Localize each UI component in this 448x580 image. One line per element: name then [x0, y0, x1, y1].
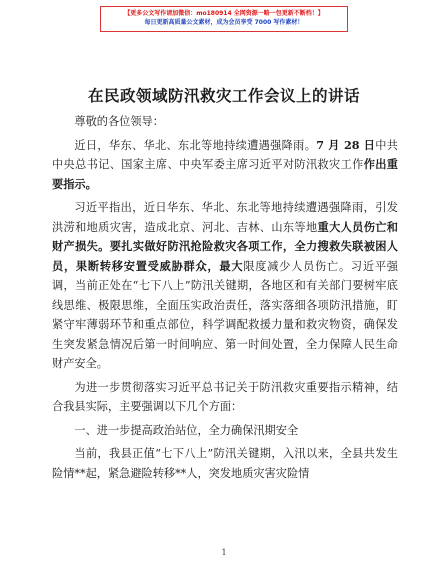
section-heading-1: 一、进一步提高政治站位，全力确保汛期安全	[74, 423, 299, 437]
p2-text-c: 限度减少人员伤亡。习近平强调，当前正处在“七下八上”防汛关键期，各地区和有关部门要树牢底线思维、极限思维，全面压实政治责任，落实落细各项防汛措施，盯紧守牢薄弱环节和重点部位，科学调配救援力量和救灾物资，确保发生突发紧急情况后第一时间响应、第一时间处置，全力保障人民生命财产安全。	[52, 259, 398, 370]
banner-line-1: 【更多公文写作请加微信：mo180914 全网资源一略一包更新不断档！】	[124, 10, 324, 17]
p2-emphasis: 重大人员伤亡和财产损失。要扎实做好防汛抢险救灾各项工作，全力搜救失联被困人员，果断转移安置受威胁群众，最大	[52, 219, 398, 273]
p1-text-c: 中共中央总书记、国家主席、中央军委主席习近平对防汛救灾工作	[52, 138, 398, 171]
promo-banner	[100, 6, 348, 32]
paragraph-4: 当前，我县正值“七下八上”防汛关键期，入汛以来，全县共发生险情**起，紧急避险转移**人，突发地质灾害灾险情	[52, 447, 398, 480]
document-body	[52, 112, 398, 483]
p1-emphasis: 作出重要指示。	[52, 157, 398, 191]
paragraph-1	[52, 136, 398, 195]
p2-text-a: 习近平指出，近日华东、华北、东北等地持续遭遇强降雨，引发洪涝和地质灾害，造成北京、河北、吉林、山东等地	[52, 201, 398, 234]
paragraph-3: 为进一步贯彻落实习近平总书记关于防汛救灾重要指示精神，结合我县实际，主要强调以下几个方面：	[52, 380, 398, 413]
banner-line-2: 每日更新高质量公文素材，成为会员享受 7000 写作素材！	[144, 19, 304, 26]
paragraph-2	[52, 198, 398, 374]
salutation: 尊敬的各位领导：	[74, 115, 164, 128]
p1-date: 7 月 28 日	[316, 137, 376, 152]
p1-text-a: 近日，华东、华北、东北等地持续遭遇强降雨。	[74, 138, 317, 152]
document-title: 在民政领域防汛救灾工作会议上的讲话	[87, 87, 360, 105]
page-number: 1	[221, 548, 227, 557]
